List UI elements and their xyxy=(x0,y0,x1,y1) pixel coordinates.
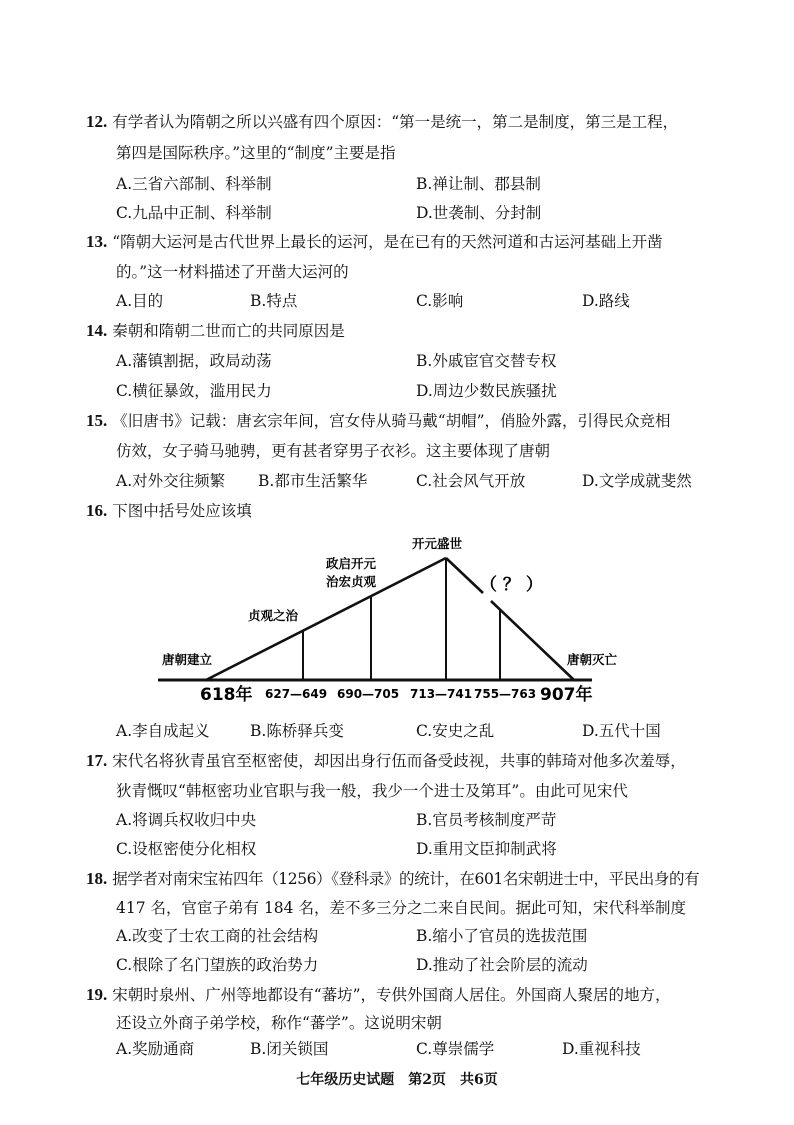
label-zhenguan: 贞观之治 xyxy=(248,608,299,623)
q16-option-c[interactable]: C.安史之乱 xyxy=(416,722,495,740)
q16-number: 16. xyxy=(86,501,108,520)
q14-option-d[interactable]: D.周边少数民族骚扰 xyxy=(416,382,557,400)
q18-stem-line2: 417 名，官宦子弟有 184 名，差不多三分之二来自民间。据此可知，宋代科举制度 xyxy=(116,899,686,917)
q14-option-b[interactable]: B.外戚宦官交替专权 xyxy=(416,352,557,370)
falling-line-upper xyxy=(446,558,483,593)
q19-option-d[interactable]: D.重视科技 xyxy=(562,1040,641,1058)
q13-option-c[interactable]: C.影响 xyxy=(416,292,464,310)
year-713-741: 713—741 xyxy=(410,687,473,701)
q15-option-c[interactable]: C.社会风气开放 xyxy=(416,472,526,490)
q16-text-1: 下图中括号处应该填 xyxy=(112,502,252,520)
q16-option-b[interactable]: B.陈桥驿兵变 xyxy=(250,722,344,740)
label-kaiqi-line1: 政启开元 xyxy=(326,556,377,571)
page-footer: 七年级历史试题 第2页 共6页 xyxy=(296,1072,498,1088)
q17-option-d[interactable]: D.重用文臣抑制武将 xyxy=(416,840,557,858)
q18-text-1: 据学者对南宋宝祐四年（1256）《登科录》的统计，在601名宋朝进士中，平民出身的有 xyxy=(112,870,700,888)
q15-stem-line1 xyxy=(86,411,671,431)
q15-text-1: 《旧唐书》记载：唐玄宗年间，宫女侍从骑马戴“胡帽”，俏脸外露，引得民众竞相 xyxy=(112,412,671,430)
q17-option-b[interactable]: B.官员考核制度严苛 xyxy=(416,811,557,829)
q19-option-b[interactable]: B.闭关锁国 xyxy=(250,1040,329,1058)
label-tang-founding: 唐朝建立 xyxy=(162,652,213,667)
q18-number: 18. xyxy=(86,869,108,888)
q18-option-d[interactable]: D.推动了社会阶层的流动 xyxy=(416,956,588,974)
q17-option-a[interactable]: A.将调兵权收归中央 xyxy=(116,811,257,829)
falling-line-lower xyxy=(491,601,574,680)
q16-stem-line1 xyxy=(86,501,252,521)
year-690-705: 690—705 xyxy=(337,687,400,701)
q13-stem-line1 xyxy=(86,232,663,252)
label-tang-fall: 唐朝灭亡 xyxy=(567,652,618,667)
q13-text-1: “隋朝大运河是古代世界上最长的运河，是在已有的天然河道和古运河基础上开凿 xyxy=(112,233,663,251)
q19-option-a[interactable]: A.奖励通商 xyxy=(116,1040,195,1058)
q13-stem-line2: 的。”这一材料描述了开凿大运河的 xyxy=(116,263,349,281)
q12-number: 12. xyxy=(86,112,108,131)
q13-number: 13. xyxy=(86,232,108,251)
q12-option-b[interactable]: B.禅让制、郡县制 xyxy=(416,175,541,193)
q18-stem-line1 xyxy=(86,869,699,889)
q15-option-a[interactable]: A.对外交往频繁 xyxy=(116,472,226,490)
year-907: 907年 xyxy=(540,685,593,705)
q14-option-a[interactable]: A.藩镇割据，政局动荡 xyxy=(116,352,272,370)
year-618: 618年 xyxy=(200,685,253,705)
q12-option-d[interactable]: D.世袭制、分封制 xyxy=(416,204,542,222)
q12-stem-line2: 第四是国际秩序。”这里的“制度”主要是指 xyxy=(116,144,396,162)
q15-stem-line2: 仿效，女子骑马驰骋，更有甚者穿男子衣衫。这主要体现了唐朝 xyxy=(116,442,551,460)
q15-option-b[interactable]: B.都市生活繁华 xyxy=(258,472,368,490)
label-kaiyuan: 开元盛世 xyxy=(412,536,463,551)
q13-option-d[interactable]: D.路线 xyxy=(582,292,630,310)
label-kaiqi-line2: 治宏贞观 xyxy=(326,574,377,589)
q17-text-1: 宋代名将狄青虽官至枢密使，却因出身行伍而备受歧视，共事的韩琦对他多次羞辱， xyxy=(112,752,686,770)
q12-stem-line1 xyxy=(86,112,678,132)
q13-option-a[interactable]: A.目的 xyxy=(116,292,164,310)
q12-option-a[interactable]: A.三省六部制、科举制 xyxy=(116,175,272,193)
q18-option-a[interactable]: A.改变了士农工商的社会结构 xyxy=(116,927,319,945)
q17-stem-line2: 狄青慨叹“韩枢密功业官职与我一般，我少一个进士及第耳”。由此可见宋代 xyxy=(116,782,628,800)
q17-stem-line1 xyxy=(86,751,686,771)
q13-option-b[interactable]: B.特点 xyxy=(250,292,298,310)
q12-text-1: 有学者认为隋朝之所以兴盛有四个原因：“第一是统一，第二是制度，第三是工程， xyxy=(112,113,679,131)
q19-text-1: 宋朝时泉州、广州等地都设有“蕃坊”，专供外国商人居住。外国商人聚居的地方， xyxy=(112,986,671,1004)
year-627-649: 627—649 xyxy=(265,687,328,701)
label-blank-bracket: （ ？ ） xyxy=(480,575,543,595)
q14-text-1: 秦朝和隋朝二世而亡的共同原因是 xyxy=(112,322,345,340)
q15-option-d[interactable]: D.文学成就斐然 xyxy=(582,472,692,490)
year-755-763: 755—763 xyxy=(474,687,537,701)
q19-number: 19. xyxy=(86,985,108,1004)
q16-option-d[interactable]: D.五代十国 xyxy=(582,722,661,740)
q14-stem-line1 xyxy=(86,321,345,341)
q19-option-c[interactable]: C.尊崇儒学 xyxy=(416,1040,495,1058)
q19-stem-line2: 还设立外商子弟学校，称作“蕃学”。这说明宋朝 xyxy=(116,1014,442,1032)
q12-option-c[interactable]: C.九品中正制、科举制 xyxy=(116,204,272,222)
q19-stem-line1 xyxy=(86,985,671,1005)
q14-option-c[interactable]: C.横征暴敛，滥用民力 xyxy=(116,382,272,400)
q17-number: 17. xyxy=(86,751,108,770)
q17-option-c[interactable]: C.设枢密使分化相权 xyxy=(116,840,257,858)
q15-number: 15. xyxy=(86,411,108,430)
tang-dynasty-timeline-diagram xyxy=(0,530,794,720)
q16-option-a[interactable]: A.李自成起义 xyxy=(116,722,210,740)
q14-number: 14. xyxy=(86,321,108,340)
q18-option-c[interactable]: C.根除了名门望族的政治势力 xyxy=(116,956,319,974)
q18-option-b[interactable]: B.缩小了官员的选拔范围 xyxy=(416,927,588,945)
